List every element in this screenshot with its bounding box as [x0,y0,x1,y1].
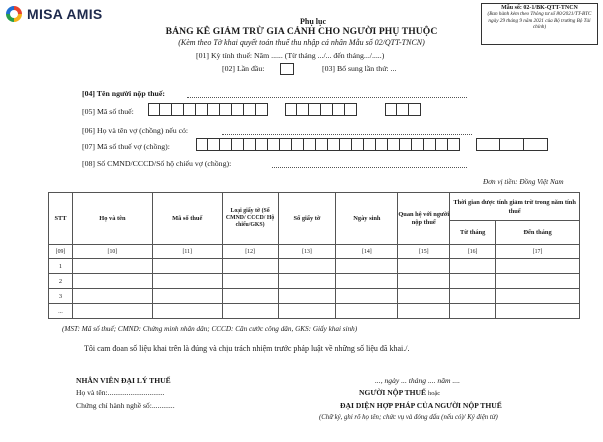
row-number: 3 [49,289,73,304]
agent-name[interactable]: Họ và tên:.............................. [76,388,165,397]
col-name: Họ và tên [72,193,152,245]
tax-code-boxes-2[interactable] [285,103,357,116]
col-dob: Ngày sinh [336,193,398,245]
tax-code-label: [05] Mã số thuế: [82,107,134,116]
or-label: hoặc [428,390,441,397]
page-subtitle: (Kèm theo Tờ khai quyết toán thuế thu nhập cá nhân Mẫu số 02/QTT-TNCN) [178,38,425,47]
code-cell: [15] [398,245,450,259]
row-number: 1 [49,259,73,274]
first-time-checkbox[interactable] [280,63,294,75]
signature-note: (Chữ ký, ghi rõ họ tên; chức vụ và đóng dấu (nếu có)/ Ký điện tử) [319,414,498,421]
col-doc-type: Loại giấy tờ (Số CMND/ CCCD/ Hộ chiếu/GKS) [222,193,278,245]
tax-period: [01] Kỳ tính thuế: Năm ...... (Từ tháng .../... đến tháng.../.....) [196,51,385,60]
dependents-table [48,192,580,319]
table-row[interactable] [49,259,580,274]
code-cell: [14] [336,245,398,259]
first-time-label: [02] Lần đầu: [222,64,265,73]
code-cell: [09] [49,245,73,259]
taxpayer-name-label: [04] Tên người nộp thuế: [82,89,165,98]
declaration-text: Tôi cam đoan số liệu khai trên là đúng và chịu trách nhiệm trước pháp luật về những số liệu đã khai./. [84,344,410,353]
table-row[interactable] [49,289,580,304]
spouse-id-label: [08] Số CMND/CCCD/Số hộ chiếu vợ (chồng): [82,159,232,168]
code-cell: [11] [152,245,222,259]
abbreviation-note: (MST: Mã số thuế; CMND: Chứng minh nhân dân; CCCD: Căn cước công dân, GKS: Giấy khai sinh) [62,325,358,333]
form-code: Mẫu số: 02-1/BK-QTT-TNCN [501,5,578,11]
code-cell: [16] [450,245,496,259]
code-cell: [10] [72,245,152,259]
date-line: ..., ngày ... tháng .... năm .... [375,376,461,385]
col-to: Đến tháng [496,221,580,245]
spouse-tax-code-label: [07] Mã số thuế vợ (chồng): [82,142,170,151]
spouse-tax-code-boxes[interactable] [196,138,460,151]
tax-code-boxes[interactable] [148,103,268,116]
brand-logo-icon [6,6,22,22]
brand-name: MISA AMIS [27,6,103,22]
spouse-name-field[interactable] [222,134,472,135]
tax-code-suffix-boxes[interactable] [385,103,421,116]
taxpayer-sign-title [359,388,440,397]
spouse-id-field[interactable] [272,167,467,168]
code-cell: [17] [496,245,580,259]
form-code-desc: (Ban hành kèm theo Thông tư số 80/2021/TT-BTC ngày 29 tháng 9 năm 2021 của Bộ trưởng Bộ Tài chính) [487,11,592,31]
supplement-label: [03] Bổ sung lần thứ: ... [322,64,397,73]
row-number: ... [49,304,73,319]
appendix-label: Phụ lục [300,17,327,26]
col-doc-no: Số giấy tờ [278,193,336,245]
table-row[interactable] [49,304,580,319]
col-from: Từ tháng [450,221,496,245]
col-stt: STT [49,193,73,245]
agent-title: NHÂN VIÊN ĐẠI LÝ THUẾ [76,376,171,385]
brand-logo [6,5,103,23]
table-row[interactable] [49,274,580,289]
row-number: 2 [49,274,73,289]
code-cell: [13] [278,245,336,259]
col-period: Thời gian được tính giảm trừ trong năm tính thuế [450,193,580,221]
taxpayer-name-field[interactable] [187,97,467,98]
code-cell: [12] [222,245,278,259]
currency-unit: Đơn vị tiền: Đồng Việt Nam [483,178,564,186]
taxpayer-label: NGƯỜI NỘP THUẾ [359,388,427,397]
col-relation: Quan hệ với người nộp thuế [398,193,450,245]
agent-certificate[interactable]: Chứng chỉ hành nghề số:............ [76,401,175,410]
spouse-tax-code-suffix-boxes[interactable] [476,138,548,151]
spouse-name-label: [06] Họ và tên vợ (chồng) nếu có: [82,126,189,135]
representative-label: ĐẠI DIỆN HỢP PHÁP CỦA NGƯỜI NỘP THUẾ [340,401,502,410]
col-tax-code: Mã số thuế [152,193,222,245]
page-title: BẢNG KÊ GIẢM TRỪ GIA CẢNH CHO NGƯỜI PHỤ THUỘC [165,26,438,37]
